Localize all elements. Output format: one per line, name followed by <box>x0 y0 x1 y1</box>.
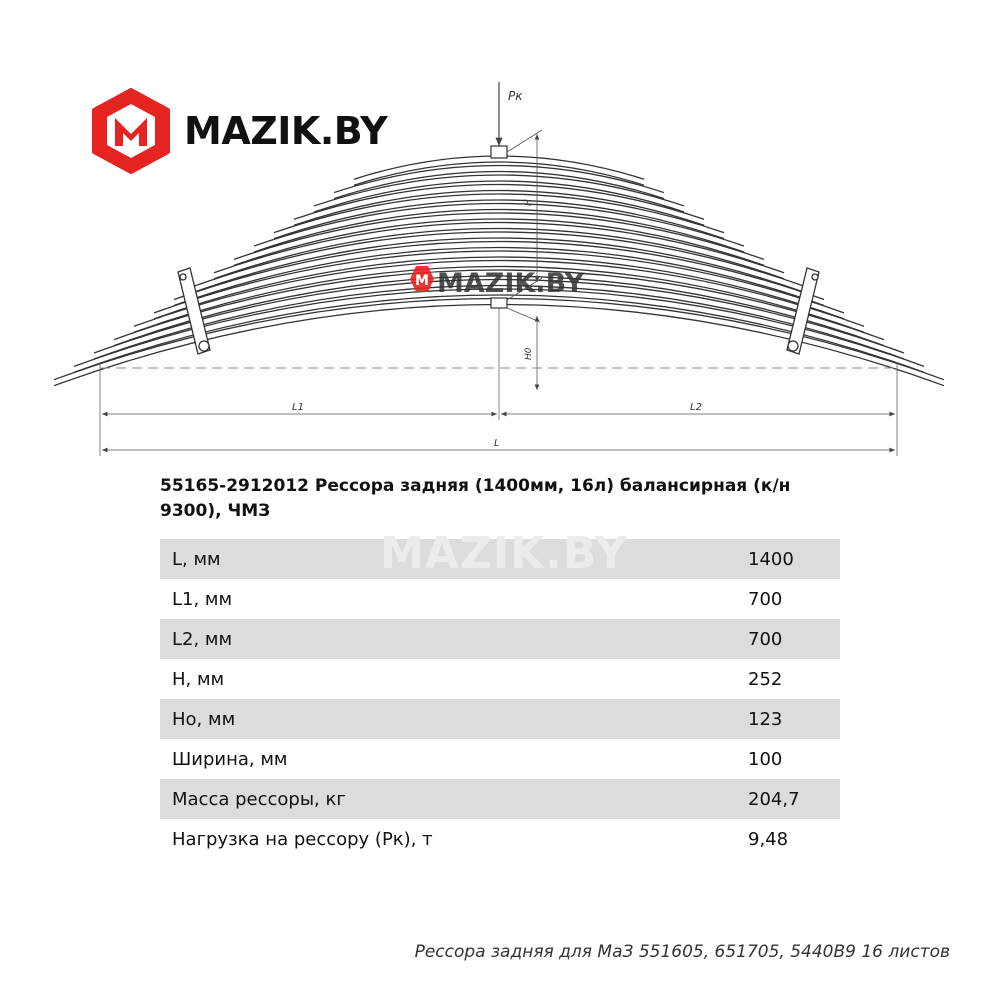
spec-row <box>160 779 840 819</box>
l1-label: L1 <box>292 402 304 413</box>
site-logo[interactable] <box>88 88 387 174</box>
product-title: 55165-2912012 Рессора задняя (1400мм, 16л) балансирная (к/н 9300), ЧМЗ <box>160 476 791 521</box>
spec-label: Нагрузка на рессору (Pк), т <box>172 828 433 850</box>
load-label: Pк <box>508 89 523 103</box>
logo-mark-icon <box>88 88 174 174</box>
spec-label: L1, мм <box>172 588 233 610</box>
spec-value: 700 <box>748 628 783 650</box>
spec-label: Масса рессоры, кг <box>172 788 346 810</box>
spec-row <box>160 579 840 619</box>
logo-text: MAZIK.BY <box>184 109 388 153</box>
spec-row <box>160 659 840 699</box>
drawing-watermark-text: MAZIK.BY <box>437 268 585 299</box>
caption: Рессора задняя для МаЗ 551605, 651705, 5440В9 16 листов <box>414 942 950 962</box>
spec-row <box>160 699 840 739</box>
l-label: L <box>494 438 500 449</box>
spec-value: 123 <box>748 708 783 730</box>
table-watermark: MAZIK.BY <box>380 528 628 579</box>
spec-value: 100 <box>748 748 783 770</box>
spring-leaf-edge <box>294 191 704 226</box>
h0-label: H0 <box>524 347 534 360</box>
spec-value: 700 <box>748 588 783 610</box>
spec-value: 252 <box>748 668 783 690</box>
specs-table <box>160 539 840 859</box>
leaf-spring-drawing <box>0 0 1000 470</box>
spec-label: Ho, мм <box>172 708 236 730</box>
spec-row <box>160 739 840 779</box>
spec-row <box>160 819 840 859</box>
spec-value: 9,48 <box>748 828 789 850</box>
spec-row <box>160 539 840 579</box>
spring-leaf <box>294 185 704 220</box>
spec-row <box>160 619 840 659</box>
drawing-watermark <box>410 266 585 299</box>
spec-label: L, мм <box>172 548 221 570</box>
spec-label: Ширина, мм <box>172 748 288 770</box>
l2-label: L2 <box>690 402 702 413</box>
h-label: H <box>524 199 534 206</box>
spec-label: H, мм <box>172 668 225 690</box>
svg-text:M: M <box>415 273 429 289</box>
right-clamp <box>787 268 819 354</box>
spec-value: 204,7 <box>748 788 800 810</box>
spec-label: L2, мм <box>172 628 233 650</box>
spec-value: 1400 <box>748 548 794 570</box>
